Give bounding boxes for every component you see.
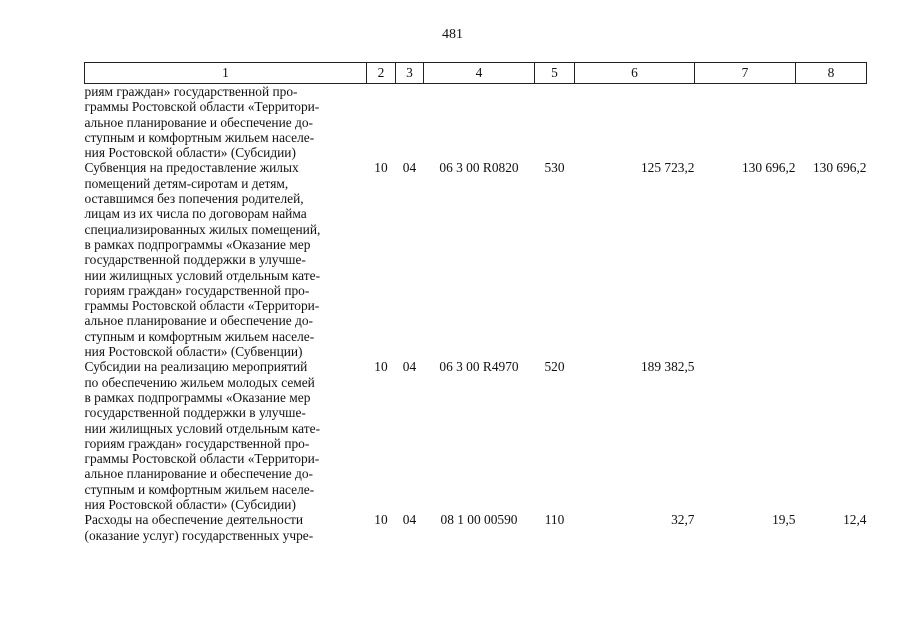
cell-expense-type: 110: [544, 512, 565, 528]
description-line: по обеспечению жильем молодых семей: [84, 374, 315, 390]
table-row: [85, 160, 867, 359]
description-line: граммы Ростовской области «Территори-: [84, 451, 320, 467]
cell-expense-type: [535, 84, 575, 161]
row-description: [85, 512, 367, 543]
cell-expense-type: 530: [544, 160, 565, 176]
cell-section: 10: [374, 512, 388, 528]
description-line: в рамках подпрограммы «Оказание мер: [84, 236, 311, 252]
cell-amount-year-1: 189 382,5: [640, 359, 695, 375]
description-line: гориям граждан» государственной про-: [84, 435, 310, 451]
row-description: [85, 160, 367, 359]
budget-table: [84, 62, 867, 543]
description-line: ступным и комфортным жильем населе-: [84, 129, 315, 145]
table-row: [85, 84, 867, 161]
description-line: оставшимся без попечения родителей,: [84, 191, 304, 207]
header-col-2: 2: [367, 63, 396, 84]
cell-amount-year-2: 19,5: [772, 512, 796, 528]
cell-expense-type: 520: [544, 359, 565, 375]
cell-amount-year-1: 32,7: [671, 512, 695, 528]
cell-subsection: [396, 84, 424, 161]
table-row: [85, 359, 867, 512]
description-line: Расходы на обеспечение деятельности: [84, 512, 304, 528]
description-line: альное планирование и обеспечение до-: [84, 114, 314, 130]
table-row: [85, 512, 867, 543]
description-line: риям граждан» государственной про-: [84, 84, 298, 99]
header-col-5: 5: [535, 63, 575, 84]
cell-amount-year-3: 12,4: [843, 512, 867, 528]
cell-amount-year-1: 125 723,2: [640, 160, 695, 176]
description-line: граммы Ростовской области «Территори-: [84, 99, 320, 115]
header-col-8: 8: [796, 63, 867, 84]
description-line: нии жилищных условий отдельным кате-: [84, 420, 321, 436]
cell-amount-year-2: 130 696,2: [741, 160, 796, 176]
description-line: лицам из их числа по договорам найма: [84, 206, 307, 222]
description-line: специализированных жилых помещений,: [84, 221, 321, 237]
header-col-4: 4: [424, 63, 535, 84]
cell-target-article: 06 3 00 R0820: [439, 160, 519, 176]
header-row: [85, 63, 867, 84]
cell-amount-year-3: [796, 359, 867, 512]
description-line: ния Ростовской области» (Субсидии): [84, 497, 296, 513]
cell-amount-year-3: [796, 84, 867, 161]
description-line: помещений детям-сиротам и детям,: [84, 175, 289, 191]
cell-amount-year-2: [695, 359, 796, 512]
cell-subsection: 04: [402, 512, 417, 528]
cell-section: [367, 84, 396, 161]
cell-target-article: [424, 84, 535, 161]
cell-target-article: 06 3 00 R4970: [439, 359, 519, 375]
description-line: ступным и комфортным жильем населе-: [84, 481, 315, 497]
description-line: гориям граждан» государственной про-: [84, 282, 310, 298]
description-line: нии жилищных условий отдельным кате-: [84, 267, 321, 283]
description-line: Субсидии на реализацию мероприятий: [84, 359, 308, 375]
description-line: государственной поддержки в улучше-: [84, 252, 306, 268]
description-line: ния Ростовской области» (Субвенции): [84, 344, 303, 360]
description-line: (оказание услуг) государственных учре-: [84, 527, 314, 543]
description-line: альное планирование и обеспечение до-: [84, 313, 314, 329]
cell-amount-year-3: 130 696,2: [812, 160, 867, 176]
header-col-3: 3: [396, 63, 424, 84]
description-line: граммы Ростовской области «Территори-: [84, 298, 320, 314]
page-number: 481: [442, 27, 463, 42]
description-line: ния Ростовской области» (Субсидии): [84, 145, 296, 161]
description-line: в рамках подпрограммы «Оказание мер: [84, 389, 311, 405]
cell-amount-year-2: [695, 84, 796, 161]
header-col-7: 7: [695, 63, 796, 84]
cell-amount-year-1: [575, 84, 695, 161]
cell-section: 10: [374, 359, 388, 375]
cell-subsection: 04: [402, 359, 417, 375]
cell-target-article: 08 1 00 00590: [440, 512, 518, 528]
row-description: [85, 84, 367, 161]
description-line: государственной поддержки в улучше-: [84, 405, 306, 421]
cell-subsection: 04: [402, 160, 417, 176]
row-description: [85, 359, 367, 512]
description-line: ступным и комфортным жильем населе-: [84, 328, 315, 344]
description-line: Субвенция на предоставление жилых: [84, 160, 299, 176]
description-line: альное планирование и обеспечение до-: [84, 466, 314, 482]
header-col-1: 1: [85, 63, 367, 84]
cell-section: 10: [374, 160, 388, 176]
header-col-6: 6: [575, 63, 695, 84]
